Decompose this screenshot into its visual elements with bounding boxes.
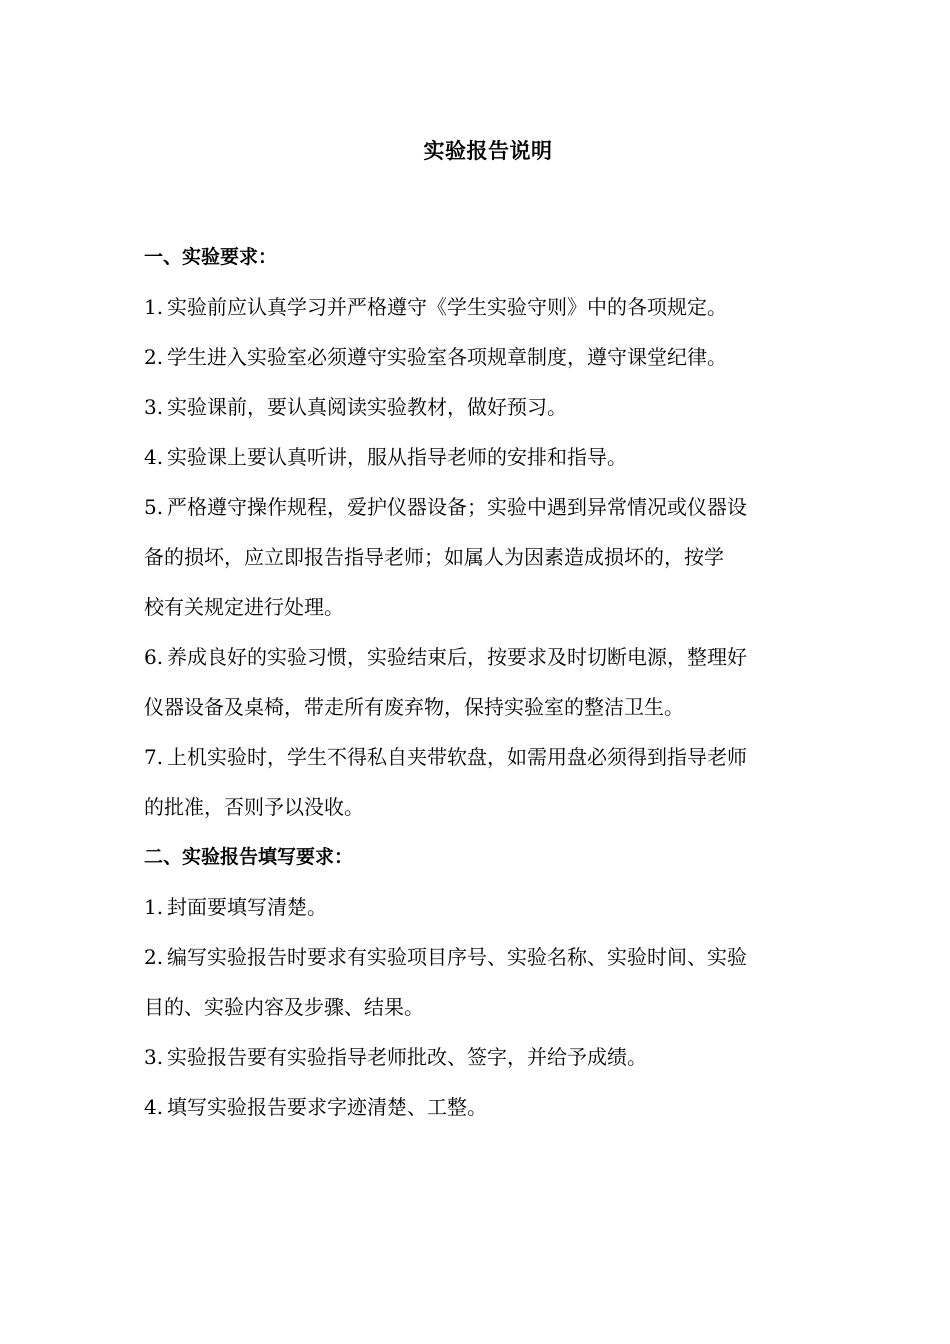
list-item xyxy=(144,632,836,732)
item-number: 2. xyxy=(144,945,164,969)
section-report-requirements xyxy=(144,832,836,1132)
item-text: 封面要填写清楚。 xyxy=(167,895,327,919)
section-heading: 二、实验报告填写要求： xyxy=(144,846,354,868)
document-title: 实验报告说明 xyxy=(423,139,553,163)
item-number: 5. xyxy=(144,495,164,519)
item-text: 实验课上要认真听讲，服从指导老师的安排和指导。 xyxy=(167,445,627,469)
item-number: 7. xyxy=(144,745,164,769)
list-item xyxy=(144,932,836,1032)
item-number: 4. xyxy=(144,1095,164,1119)
item-text-line: 目的、实验内容及步骤、结果。 xyxy=(144,995,424,1019)
item-number: 3. xyxy=(144,395,164,419)
item-text-line: 严格遵守操作规程，爱护仪器设备；实验中遇到异常情况或仪器设 xyxy=(167,495,747,519)
list-item xyxy=(144,732,836,832)
list-item xyxy=(144,482,836,632)
item-number: 1. xyxy=(144,295,164,319)
item-text: 学生进入实验室必须遵守实验室各项规章制度，遵守课堂纪律。 xyxy=(167,345,727,369)
section-experiment-requirements xyxy=(144,232,836,832)
item-text-line: 仪器设备及桌椅，带走所有废弃物，保持实验室的整洁卫生。 xyxy=(144,695,684,719)
item-text-line: 养成良好的实验习惯，实验结束后，按要求及时切断电源，整理好 xyxy=(167,645,747,669)
item-text-line: 上机实验时，学生不得私自夹带软盘，如需用盘必须得到指导老师 xyxy=(167,745,747,769)
item-text: 实验报告要有实验指导老师批改、签字，并给予成绩。 xyxy=(167,1045,647,1069)
item-text-line: 备的损坏，应立即报告指导老师；如属人为因素造成损坏的，按学 xyxy=(144,545,724,569)
item-number: 2. xyxy=(144,345,164,369)
item-text-line: 的批准，否则予以没收。 xyxy=(144,795,364,819)
list-item xyxy=(144,382,836,432)
list-item xyxy=(144,1082,836,1132)
item-text: 实验前应认真学习并严格遵守《学生实验守则》中的各项规定。 xyxy=(167,295,727,319)
item-text-line: 校有关规定进行处理。 xyxy=(144,595,344,619)
item-text: 填写实验报告要求字迹清楚、工整。 xyxy=(167,1095,487,1119)
list-item xyxy=(144,282,836,332)
list-item xyxy=(144,332,836,382)
item-text: 实验课前，要认真阅读实验教材，做好预习。 xyxy=(167,395,567,419)
item-number: 6. xyxy=(144,645,164,669)
item-text-line: 编写实验报告时要求有实验项目序号、实验名称、实验时间、实验 xyxy=(167,945,747,969)
list-item xyxy=(144,1032,836,1082)
list-item xyxy=(144,432,836,482)
item-number: 4. xyxy=(144,445,164,469)
item-number: 3. xyxy=(144,1045,164,1069)
section-heading: 一、实验要求： xyxy=(144,246,278,268)
item-number: 1. xyxy=(144,895,164,919)
list-item xyxy=(144,882,836,932)
document-body xyxy=(144,232,836,1132)
